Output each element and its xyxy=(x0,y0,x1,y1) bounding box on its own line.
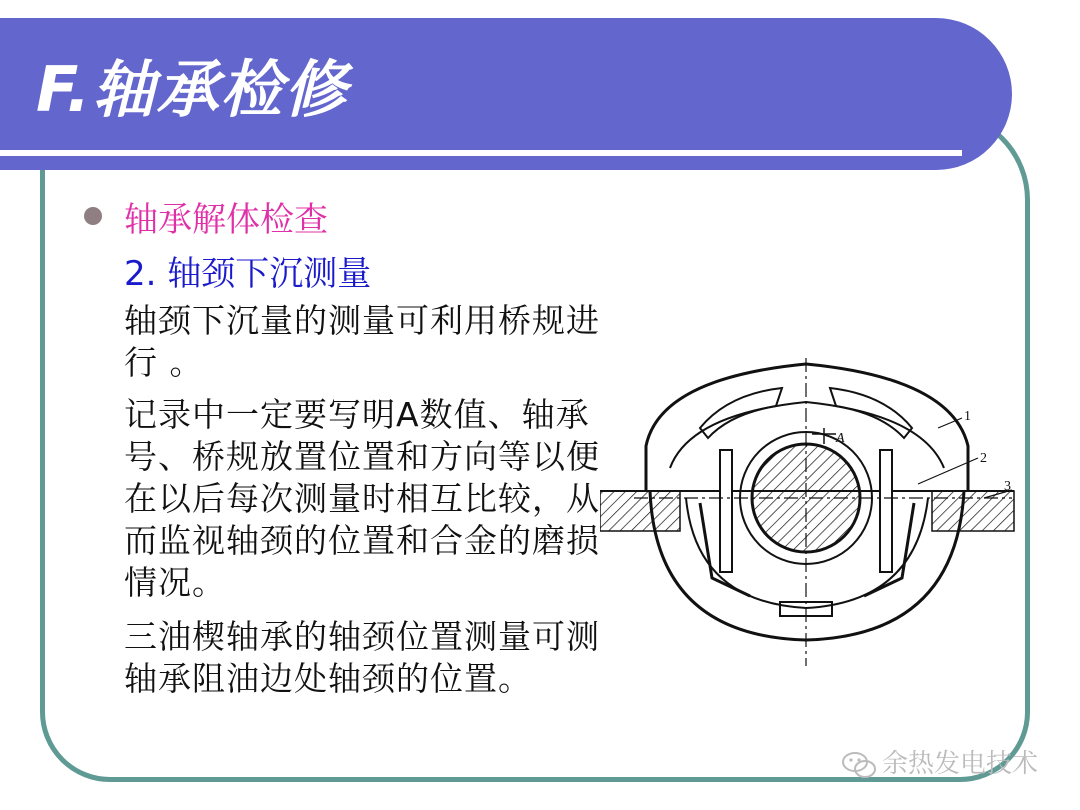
label-a: A xyxy=(836,431,845,446)
bearing-diagram xyxy=(600,358,1040,678)
label-1: 1 xyxy=(964,409,971,424)
watermark-text: 余热发电技术 xyxy=(882,749,1039,779)
bolt-right xyxy=(880,450,892,572)
label-2: 2 xyxy=(980,451,987,466)
label-3: 3 xyxy=(1004,479,1011,494)
watermark xyxy=(842,743,1038,780)
base-right xyxy=(932,491,1014,531)
slide-title: F.轴承检修 xyxy=(36,53,349,126)
paragraph-1: 轴颈下沉量的测量可利用桥规进行 。 xyxy=(124,301,600,382)
paragraph-3: 三油楔轴承的轴颈位置测量可测轴承阻油边处轴颈的位置。 xyxy=(124,617,600,698)
title-underline xyxy=(0,150,962,156)
bolt-left xyxy=(720,450,732,572)
base-left xyxy=(600,491,680,531)
sub-heading: 2. 轴颈下沉测量 xyxy=(124,254,372,294)
bullet-text: 轴承解体检查 xyxy=(124,200,328,240)
wechat-icon xyxy=(842,751,876,779)
bullet-dot-icon xyxy=(84,207,102,225)
paragraph-2: 记录中一定要写明A数值、轴承号、桥规放置位置和方向等以便在以后每次测量时相互比较，从而监视轴颈的位置和合金的磨损情况。 xyxy=(124,395,600,602)
